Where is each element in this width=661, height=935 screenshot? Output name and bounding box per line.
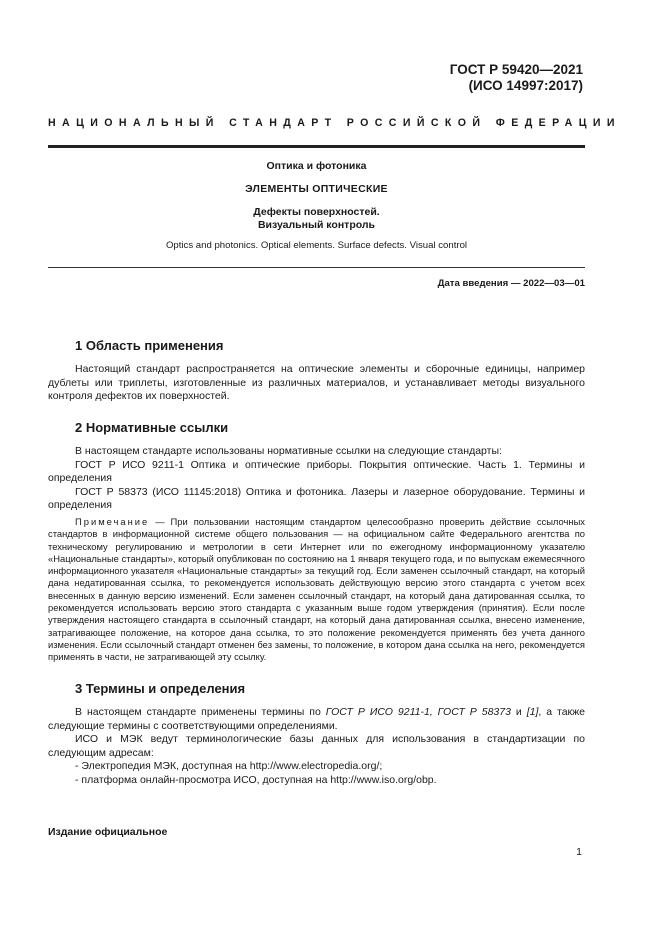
- section-3-ref-a: ГОСТ Р ИСО 9211-1, ГОСТ Р 58373: [325, 706, 511, 718]
- section-2-note: [48, 516, 585, 664]
- iso-iec-databases: ИСО и МЭК ведут терминологические базы данных для использования в стандартизации по следующим адресам:: [48, 733, 585, 759]
- section-2-heading: 2 Нормативные ссылки: [75, 420, 229, 435]
- section-2-body: [48, 445, 585, 513]
- reference-1: ГОСТ Р ИСО 9211-1 Оптика и оптические приборы. Покрытия оптические. Часть 1. Термины и определения: [48, 458, 585, 485]
- section-3-text-c: , а также следующие термины с соответствующими определениями.: [48, 706, 585, 732]
- section-3-text-a: В настоящем стандарте применены термины по: [75, 706, 326, 718]
- standard-designation: [450, 62, 583, 94]
- iso-equivalent: (ИСО 14997:2017): [468, 78, 583, 93]
- national-standard-banner: НАЦИОНАЛЬНЫЙ СТАНДАРТ РОССИЙСКОЙ ФЕДЕРАЦИИ: [48, 117, 621, 129]
- official-edition-label: Издание официальное: [48, 826, 168, 838]
- note-label: Примечание: [75, 516, 150, 527]
- section-3-body: [48, 706, 585, 788]
- document-topic: Оптика и фотоника: [266, 160, 367, 172]
- section-3-text-b: и: [510, 706, 527, 718]
- introduction-date: Дата введения — 2022—03—01: [437, 278, 585, 289]
- section-3-heading: 3 Термины и определения: [75, 681, 246, 696]
- database-item-iso-obp: - платформа онлайн-просмотра ИСО, доступная на http://www.iso.org/obp.: [75, 773, 437, 786]
- document-title: ЭЛЕМЕНТЫ ОПТИЧЕСКИЕ: [245, 183, 388, 195]
- database-item-electropedia: - Электропедия МЭК, доступная на http://www.electropedia.org/;: [75, 760, 383, 773]
- header-divider: [48, 145, 585, 148]
- section-1-text: Настоящий стандарт распространяется на оптические элементы и сборочные единицы, например дублеты или триплеты, изготовленные из различных материалов, и устанавливает методы визуального контроля дефектов их поверхностей.: [48, 363, 585, 403]
- reference-2: ГОСТ Р 58373 (ИСО 11145:2018) Оптика и фотоника. Лазеры и лазерное оборудование. Термины и определения: [48, 485, 585, 512]
- section-1-body: [48, 363, 585, 404]
- section-1-heading: 1 Область применения: [75, 338, 224, 353]
- document-subtitle: [48, 206, 585, 232]
- standard-number: ГОСТ Р 59420—2021: [449, 62, 583, 77]
- section-3-ref-b: [1]: [526, 706, 539, 718]
- subtitle-line-1: Дефекты поверхностей.: [253, 206, 380, 218]
- section-2-intro: В настоящем стандарте использованы нормативные ссылки на следующие стандарты:: [75, 445, 502, 457]
- title-divider: [48, 267, 585, 268]
- page-number: 1: [576, 846, 582, 858]
- english-title: Optics and photonics. Optical elements. Surface defects. Visual control: [165, 240, 468, 251]
- section-3-text: [48, 706, 585, 733]
- subtitle-line-2: Визуальный контроль: [257, 219, 376, 231]
- note-text: — При пользовании настоящим стандартом целесообразно проверить действие ссылочных стандартов в информационной системе общего пользования — на официальном сайте Федерального агентства по техническому регулированию и метрологии в сети Интернет или по ежегодному информационному указателю «Национальные стандарты», который опубликован по состоянию на 1 января текущего года, и по выпускам ежемесячного информационного указателя «Национальные стандарты» за текущий год. Если заменен ссылочный стандарт, на который дана недатированная ссылка, то рекомендуется использовать действующую версию этого стандарта с учетом всех внесенных в данную версию изменений. Если заменен ссылочный стандарт, на который дана датированная ссылка, то рекомендуется использовать версию этого стандарта с указанным выше годом утверждения (принятия). Если после утверждения настоящего стандарта в ссылочный стандарт, на который дана датированная ссылка, внесено изменение, затрагивающее положение, на которое дана ссылка, то это положение рекомендуется применять без учета данного изменения. Если ссылочный стандарт отменен без замены, то положение, в котором дана ссылка на него, рекомендуется применять в части, не затрагивающей эту ссылку.: [48, 516, 585, 663]
